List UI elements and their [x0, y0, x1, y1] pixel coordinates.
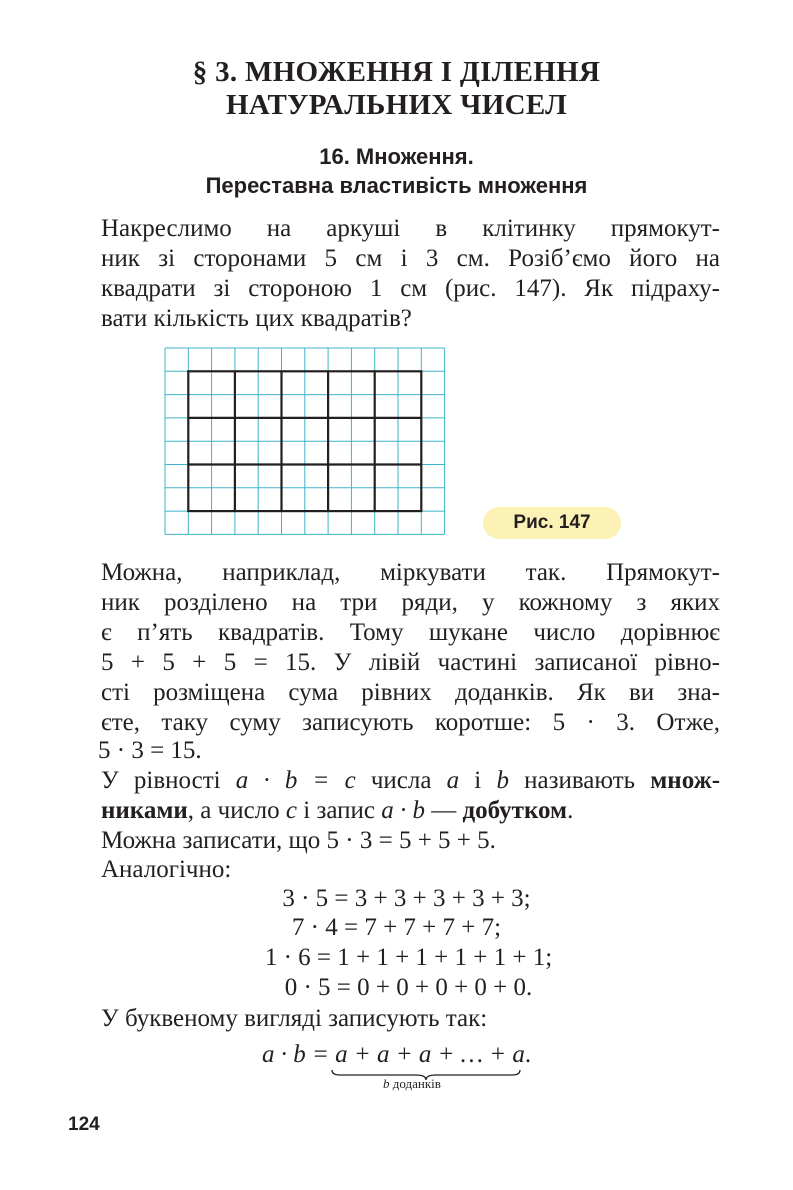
general-rhs: a + a + a + … + a: [335, 1041, 525, 1068]
paragraph2-line-2: ник розділено на три ряди, у кожному з яких: [101, 589, 720, 616]
section-title-line-2: НАТУРАЛЬНИХ ЧИСЕЛ: [225, 89, 568, 121]
paragraph2-line-1: Можна, наприклад, міркувати так. Прямокут-: [101, 559, 720, 586]
section-title: [0, 56, 793, 122]
section-title-line-1: § 3. МНОЖЕННЯ І ДІЛЕННЯ: [192, 56, 601, 88]
paragraph2-line-6: єте, таку суму записують коротше: 5 · 3. Отже,: [101, 709, 720, 736]
letter-form-line: У буквеному вигляді записують так:: [101, 1005, 488, 1032]
paragraph2-line-7: 5 · 3 = 15.: [98, 737, 202, 764]
paragraph2-line-5: сті розміщена сума рівних доданків. Як ви зна-: [101, 679, 720, 706]
term-product: добутком: [462, 797, 568, 824]
topic-title-line-2: Переставна властивість множення: [205, 173, 588, 198]
term-multipliers-part2: никами: [101, 797, 188, 824]
term-multipliers-part1: множ-: [650, 767, 721, 794]
similarly-line: Аналогічно:: [101, 856, 232, 883]
var-a: a: [446, 767, 460, 794]
paragraph2-line-3: є п’ять квадратів. Тому шукане число дорівнює: [101, 619, 720, 646]
brace-var-b: b: [383, 1076, 390, 1091]
general-formula-text: [262, 1040, 531, 1070]
grid-figure: [164, 347, 446, 537]
equation-2: 7 · 4 = 7 + 7 + 7 + 7;: [291, 914, 502, 941]
grid-lines: [165, 348, 445, 534]
can-write-line: Можна записати, що 5 · 3 = 5 + 5 + 5.: [101, 827, 496, 854]
topic-title-line-1: 16. Множення.: [319, 144, 474, 169]
equation-4: 0 · 5 = 0 + 0 + 0 + 0 + 0.: [284, 974, 533, 1001]
definition-line-2: никами, а число c і запис a · b — добутком.: [101, 797, 574, 824]
intro-line-4: вати кількість цих квадратів?: [101, 305, 412, 332]
definition-line-1: У рівності a · b = c числа a і b називають множ-: [101, 767, 721, 794]
var-c: c: [285, 797, 298, 824]
equation-1: 3 · 5 = 3 + 3 + 3 + 3 + 3;: [282, 885, 531, 912]
expr-ab: a · b: [381, 797, 425, 824]
page-number: 124: [68, 1114, 100, 1135]
figure-label: Рис. 147: [483, 507, 621, 539]
intro-line-1: Накреслимо на аркуші в клітинку прямокут-: [101, 215, 720, 242]
general-lhs: a · b =: [262, 1041, 336, 1068]
topic-title: [0, 142, 793, 200]
underbrace-note: b доданків: [383, 1076, 441, 1091]
intro-line-3: квадрати зі стороною 1 см (рис. 147). Як підраху-: [101, 275, 720, 302]
general-end: .: [524, 1041, 532, 1068]
var-b: b: [496, 767, 509, 794]
expr-abc: a · b = c: [235, 767, 356, 794]
intro-line-2: ник зі сторонами 5 см і 3 см. Розіб’ємо його на: [101, 245, 720, 272]
paragraph2-line-4: 5 + 5 + 5 = 15. У лівій частині записаної рівно-: [101, 649, 720, 676]
equation-3: 1 · 6 = 1 + 1 + 1 + 1 + 1 + 1;: [264, 944, 553, 971]
